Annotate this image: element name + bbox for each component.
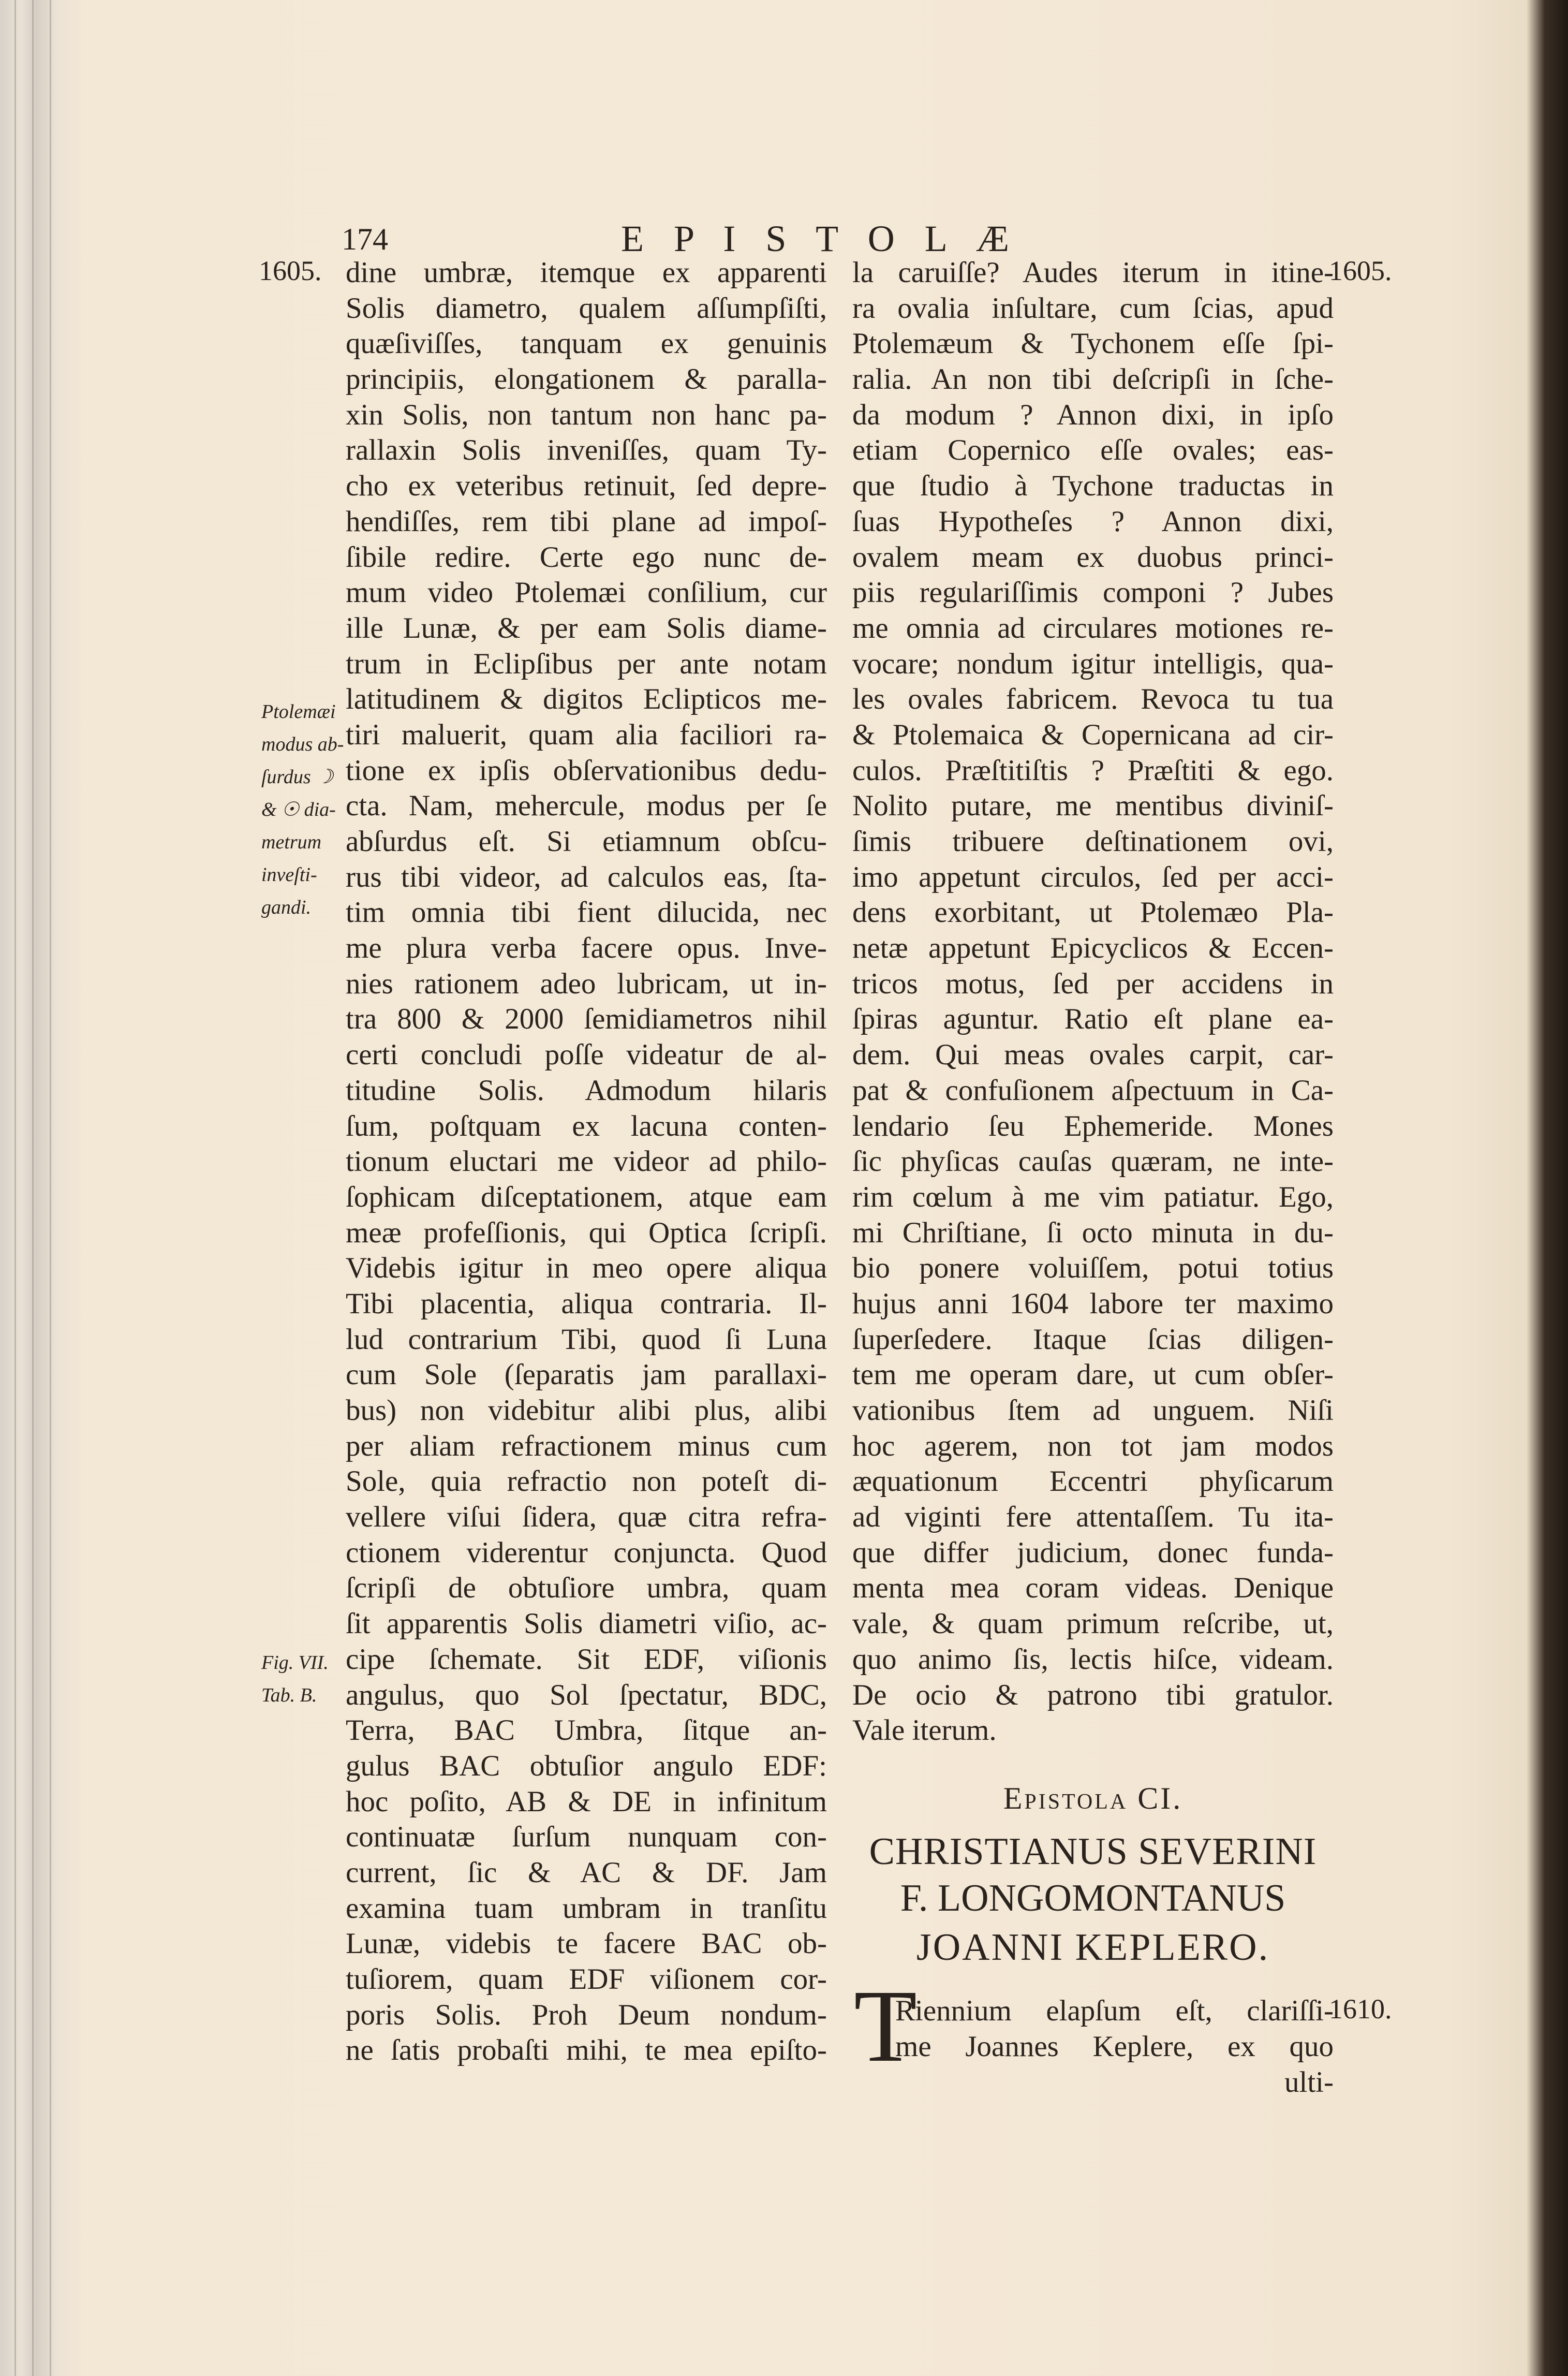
text-line: ovalem meam ex duobus princi- (852, 540, 1334, 574)
text-line: bio ponere voluiſſem, potui totius (852, 1252, 1334, 1285)
text-line: ſum, poſtquam ex lacuna conten- (346, 1109, 827, 1142)
text-line: principiis, elongationem & paralla- (346, 363, 827, 396)
text-line: ſibile redire. Certe ego nunc de- (346, 540, 827, 574)
drop-cap: T (854, 1969, 918, 2084)
text-line: tricos motus, ſed per accidens in (852, 967, 1334, 1000)
text-line: Lunæ, videbis te facere BAC ob- (346, 1927, 827, 1960)
side-note-line: & ☉ dia- (261, 799, 336, 820)
page-number: 174 (342, 222, 388, 256)
text-line: que ſtudio à Tychone traductas in (852, 470, 1334, 503)
text-line: Nolito putare, me mentibus diviniſ- (852, 789, 1334, 823)
text-line: les ovales fabricem. Revoca tu tua (852, 683, 1334, 716)
text-line: De ocio & patrono tibi gratulor. (852, 1678, 1334, 1711)
text-line: æquationum Eccentri phyſicarum (852, 1465, 1334, 1498)
side-note-line: Fig. VII. (261, 1652, 329, 1674)
text-line: hendiſſes, rem tibi plane ad impoſ- (346, 505, 827, 538)
text-line: ctionem viderentur conjuncta. Quod (346, 1536, 827, 1569)
text-line: culos. Præſtitiſtis ? Præſtiti & ego. (852, 754, 1334, 787)
text-line: Solis diametro, qualem aſſumpſiſti, (346, 291, 827, 325)
recipient-line: JOANNI KEPLERO. (916, 1926, 1270, 1969)
catchword: ulti- (1284, 2066, 1334, 2099)
text-line: per aliam refractionem minus cum (346, 1429, 827, 1462)
text-line: Videbis igitur in meo opere aliqua (346, 1252, 827, 1285)
text-line: tionum eluctari me videor ad philo- (346, 1145, 827, 1178)
side-note-line: metrum (261, 831, 322, 853)
text-line: netæ appetunt Epicyclicos & Eccen- (852, 932, 1334, 965)
text-line: dem. Qui meas ovales carpit, car- (852, 1038, 1334, 1072)
text-line: vationibus ſtem ad unguem. Niſi (852, 1394, 1334, 1427)
side-note-line: ſurdus ☽ (261, 766, 334, 788)
text-line: Terra, BAC Umbra, ſitque an- (346, 1714, 827, 1747)
text-line: ſic phyſicas cauſas quæram, ne inte- (852, 1145, 1334, 1178)
side-note-line: modus ab- (261, 734, 344, 755)
text-line: ſophicam diſceptationem, atque eam (346, 1180, 827, 1213)
text-line: bus) non videbitur alibi plus, alibi (346, 1394, 827, 1427)
text-line: poris Solis. Proh Deum nondum- (346, 1998, 827, 2031)
text-line: tem me operam dare, ut cum obſer- (852, 1358, 1334, 1391)
text-line: Riennium elapſum eſt, clariſſi- (895, 1994, 1334, 2027)
text-line: me omnia ad circulares motiones re- (852, 611, 1334, 644)
text-line: Sole, quia refractio non poteſt di- (346, 1465, 827, 1498)
text-line: & Ptolemaica & Copernicana ad cir- (852, 718, 1334, 751)
text-line: ille Lunæ, & per eam Solis diame- (346, 611, 827, 644)
page-edge (50, 0, 51, 2376)
text-line: ſit apparentis Solis diametri viſio, ac- (346, 1607, 827, 1640)
text-line: abſurdus eſt. Si etiamnum obſcu- (346, 825, 827, 858)
margin-year: 1605. (1329, 255, 1392, 286)
text-line: tiri maluerit, quam alia faciliori ra- (346, 718, 827, 751)
sender-line: CHRISTIANUS SEVERINI (869, 1830, 1317, 1873)
text-line: dens exorbitant, ut Ptolemæo Pla- (852, 896, 1334, 929)
text-line: Tibi placentia, aliqua contraria. Il- (346, 1287, 827, 1320)
text-line: me plura verba facere opus. Inve- (346, 932, 827, 965)
text-line: ra ovalia inſultare, cum ſcias, apud (852, 291, 1334, 325)
text-line: da modum ? Annon dixi, in ipſo (852, 398, 1334, 431)
side-note-line: gandi. (261, 897, 312, 918)
text-line: imo appetunt circulos, ſed per acci- (852, 860, 1334, 893)
text-line: ſpiras aguntur. Ratio eſt plane ea- (852, 1003, 1334, 1036)
text-line: nies rationem adeo lubricam, ut in- (346, 967, 827, 1000)
text-line: lendario ſeu Ephemeride. Mones (852, 1109, 1334, 1142)
text-line: ſuas Hypotheſes ? Annon dixi, (852, 505, 1334, 538)
text-line: tra 800 & 2000 ſemidiametros nihil (346, 1003, 827, 1036)
text-line: vocare; nondum igitur intelligis, qua- (852, 647, 1334, 680)
text-line: ſimis tribuere deſtinationem ovi, (852, 825, 1334, 858)
text-line: lud contrarium Tibi, quod ſi Luna (346, 1323, 827, 1356)
text-line: continuatæ ſurſum nunquam con- (346, 1821, 827, 1854)
text-line: latitudinem & digitos Eclipticos me- (346, 683, 827, 716)
text-line: rus tibi videor, ad calculos eas, ſta- (346, 860, 827, 893)
text-line: cum Sole (ſeparatis jam parallaxi- (346, 1358, 827, 1391)
right-text-column (852, 255, 1334, 1749)
side-note-line: Ptolemæi (261, 701, 336, 723)
text-line: titudine Solis. Admodum hilaris (346, 1074, 827, 1107)
text-line: tim omnia tibi fient dilucida, nec (346, 896, 827, 929)
text-line: examina tuam umbram in tranſitu (346, 1891, 827, 1925)
page-edge (32, 0, 34, 2376)
text-line: gulus BAC obtuſior angulo EDF: (346, 1749, 827, 1782)
text-line: xin Solis, non tantum non hanc pa- (346, 398, 827, 431)
text-line: hoc agerem, non tot jam modos (852, 1429, 1334, 1462)
text-line: pat & confuſionem aſpectuum in Ca- (852, 1074, 1334, 1107)
text-line: angulus, quo Sol ſpectatur, BDC, (346, 1678, 827, 1711)
text-line: vellere viſui ſidera, quæ citra refra- (346, 1501, 827, 1534)
text-line: piis regulariſſimis componi ? Jubes (852, 576, 1334, 609)
side-note-line: inveſti- (261, 864, 317, 886)
text-line: que differ judicium, donec funda- (852, 1536, 1334, 1569)
text-line: vale, & quam primum reſcribe, ut, (852, 1607, 1334, 1640)
text-line: hujus anni 1604 labore ter maximo (852, 1287, 1334, 1320)
left-text-column (346, 255, 827, 2069)
text-line: hoc poſito, AB & DE in infinitum (346, 1785, 827, 1818)
text-line: la caruiſſe? Audes iterum in itine- (852, 256, 1334, 289)
text-line: Ptolemæum & Tychonem eſſe ſpi- (852, 327, 1334, 360)
text-line: me Joannes Keplere, ex quo (895, 2030, 1334, 2063)
text-line: rim cœlum à me vim patiatur. Ego, (852, 1180, 1334, 1213)
side-note-line: Tab. B. (261, 1684, 317, 1706)
text-line: ne ſatis probaſti mihi, te mea epiſto- (346, 2034, 827, 2067)
text-line: etiam Copernico eſſe ovales; eas- (852, 434, 1334, 467)
sender-line: F. LONGOMONTANUS (900, 1877, 1286, 1919)
letter-heading: Epistola CI. (1003, 1781, 1183, 1815)
text-line: current, ſic & AC & DF. Jam (346, 1856, 827, 1889)
margin-year: 1610. (1329, 1993, 1392, 2025)
text-line: Vale iterum. (852, 1714, 997, 1747)
text-line: certi concludi poſſe videatur de al- (346, 1038, 827, 1072)
text-line: ad viginti fere attentaſſem. Tu ita- (852, 1501, 1334, 1534)
running-title: E P I S T O L Æ (621, 218, 1020, 259)
text-line: cho ex veteribus retinuit, ſed depre- (346, 470, 827, 503)
text-line: quæſiviſſes, tanquam ex genuinis (346, 327, 827, 360)
text-line: ralia. An non tibi deſcripſi in ſche- (852, 363, 1334, 396)
text-line: tione ex ipſis obſervationibus dedu- (346, 754, 827, 787)
text-line: ſuperſedere. Itaque ſcias diligen- (852, 1323, 1334, 1356)
text-line: trum in Eclipſibus per ante notam (346, 647, 827, 680)
text-line: cta. Nam, mehercule, modus per ſe (346, 789, 827, 823)
text-line: mi Chriſtiane, ſi octo minuta in du- (852, 1216, 1334, 1249)
text-line: rallaxin Solis inveniſſes, quam Ty- (346, 434, 827, 467)
text-line: mum video Ptolemæi conſilium, cur (346, 576, 827, 609)
margin-year: 1605. (259, 255, 322, 286)
text-line: meæ profeſſionis, qui Optica ſcripſi. (346, 1216, 827, 1249)
text-line: quo animo ſis, lectis hiſce, videam. (852, 1642, 1334, 1676)
text-line: cipe ſchemate. Sit EDF, viſionis (346, 1642, 827, 1676)
text-line: tuſiorem, quam EDF viſionem cor- (346, 1963, 827, 1996)
page-edge (14, 0, 16, 2376)
text-line: menta mea coram videas. Denique (852, 1572, 1334, 1605)
text-line: ſcripſi de obtuſiore umbra, quam (346, 1572, 827, 1605)
text-line: dine umbræ, itemque ex apparenti (346, 256, 827, 289)
